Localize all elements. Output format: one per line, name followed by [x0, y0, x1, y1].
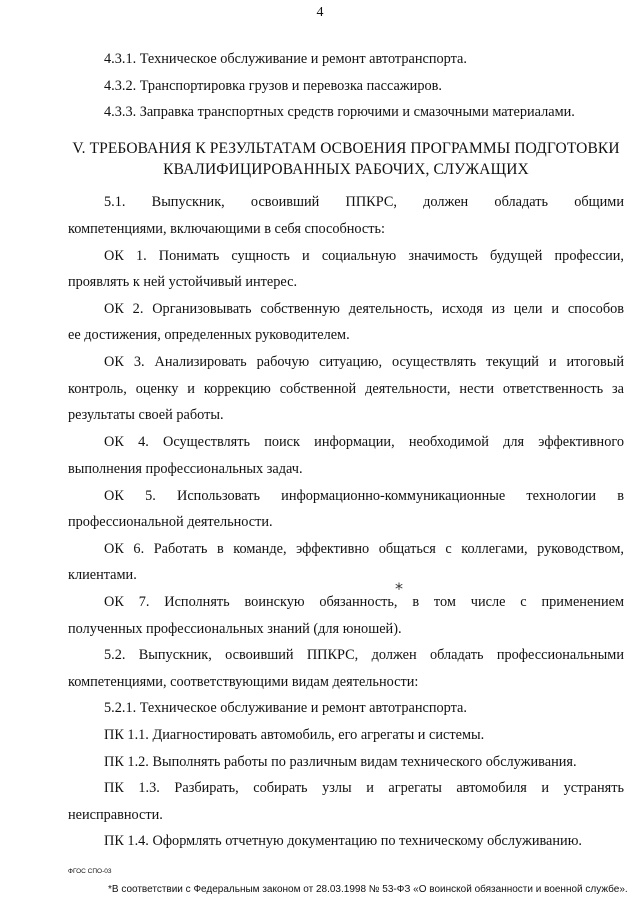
ok6-line2: клиентами. [68, 567, 137, 583]
pk-1-1: ПК 1.1. Диагностировать автомобиль, его агрегаты и системы. [104, 727, 485, 743]
paragraph-5-2-1: 5.2.1. Техническое обслуживание и ремонт автотранспорта. [104, 700, 467, 716]
pk-1-3-line2: неисправности. [68, 807, 163, 823]
paragraph-5-1-line2: компетенциями, включающими в себя способность: [68, 221, 385, 237]
item-4-3-1: 4.3.1. Техническое обслуживание и ремонт автотранспорта. [104, 51, 467, 67]
handwritten-asterisk-mark: * [395, 579, 403, 598]
ok3-line2: контроль, оценку и коррекцию собственной деятельности, нести ответственность за [68, 381, 624, 397]
ok3-line3: результаты своей работы. [68, 407, 224, 423]
paragraph-5-2-line1: 5.2. Выпускник, освоивший ППКРС, должен обладать профессиональными [104, 647, 624, 663]
ok1-line2: проявлять к ней устойчивый интерес. [68, 274, 298, 290]
pk-1-4: ПК 1.4. Оформлять отчетную документацию по техническому обслуживанию. [104, 833, 582, 849]
ok4-line2: выполнения профессиональных задач. [68, 461, 303, 477]
ok4-line1: ОК 4. Осуществлять поиск информации, необходимой для эффективного [104, 434, 624, 450]
item-4-3-2: 4.3.2. Транспортировка грузов и перевозка пассажиров. [104, 78, 442, 94]
section-heading-line2: КВАЛИФИЦИРОВАННЫХ РАБОЧИХ, СЛУЖАЩИХ [163, 161, 529, 178]
ok3-line1: ОК 3. Анализировать рабочую ситуацию, осуществлять текущий и итоговый [104, 354, 624, 370]
item-4-3-3: 4.3.3. Заправка транспортных средств горючими и смазочными материалами. [104, 104, 575, 120]
page-number: 4 [316, 5, 324, 20]
paragraph-5-2-line2: компетенциями, соответствующими видам деятельности: [68, 674, 419, 690]
ok7-line2: полученных профессиональных знаний (для юношей). [68, 621, 402, 637]
ok5-line1: ОК 5. Использовать информационно-коммуникационные технологии в [104, 488, 624, 504]
ok7-line1: ОК 7. Исполнять воинскую обязанность, в том числе с применением [104, 594, 624, 610]
pk-1-3-line1: ПК 1.3. Разбирать, собирать узлы и агрегаты автомобиля и устранять [104, 780, 624, 796]
footnote: *В соответствии с Федеральным законом от 28.03.1998 № 53-ФЗ «О воинской обязанности и военной службе». [108, 884, 628, 895]
pk-1-2: ПК 1.2. Выполнять работы по различным видам технического обслуживания. [104, 754, 577, 770]
footer-code: ФГОС СПО-03 [68, 868, 112, 875]
paragraph-5-1-line1: 5.1. Выпускник, освоивший ППКРС, должен обладать общими [104, 194, 624, 210]
ok5-line2: профессиональной деятельности. [68, 514, 273, 530]
ok1-line1: ОК 1. Понимать сущность и социальную значимость будущей профессии, [104, 248, 624, 264]
ok2-line1: ОК 2. Организовывать собственную деятельность, исходя из цели и способов [104, 301, 624, 317]
section-heading-line1: V. ТРЕБОВАНИЯ К РЕЗУЛЬТАТАМ ОСВОЕНИЯ ПРОГРАММЫ ПОДГОТОВКИ [72, 140, 620, 157]
ok2-line2: ее достижения, определенных руководителем. [68, 327, 350, 343]
ok6-line1: ОК 6. Работать в команде, эффективно общаться с коллегами, руководством, [104, 541, 624, 557]
